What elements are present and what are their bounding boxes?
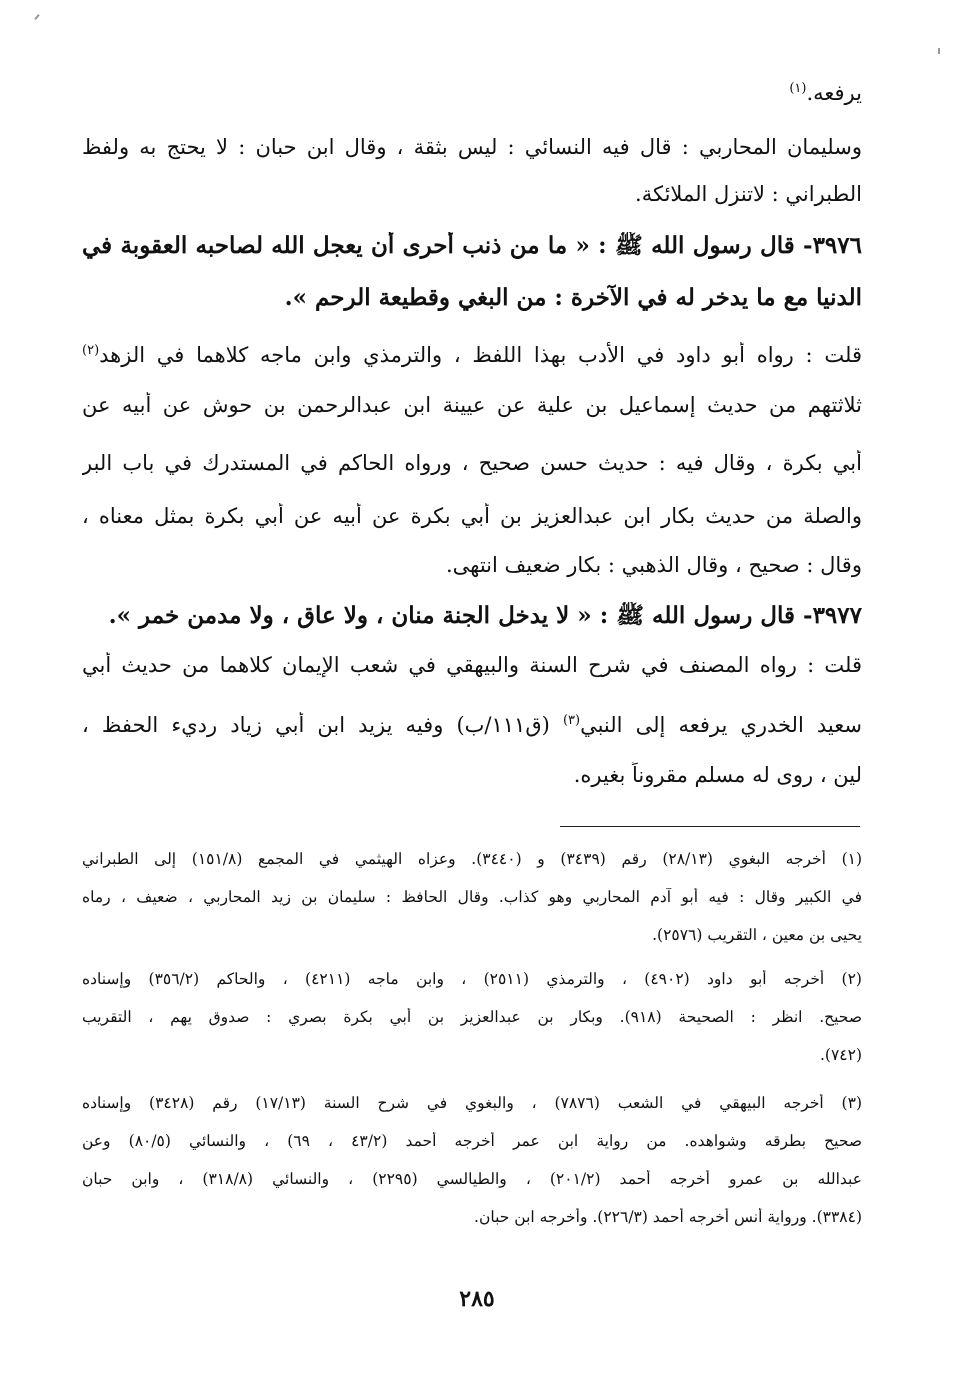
line-text: والصلة من حديث بكار ابن عبدالعزيز بن أبي بكرة عن أبيه عن أبي بكرة بمثل معناه ، [82, 504, 862, 528]
footnote-text: (٢) أخرجه أبو داود (٤٩٠٢) ، والترمذي (٢٥١١) ، وابن ماجه (٤٢١١) ، والحاكم (٣٥٦/٢) وإسناده [82, 970, 862, 988]
footnote-line [82, 1008, 862, 1027]
line-text: الطبراني : لاتنزل الملائكة. [635, 182, 862, 206]
footnote-line [82, 1208, 862, 1227]
footnote-line [82, 970, 862, 989]
text-line [82, 450, 862, 476]
line-text: ٣٩٧٦- قال رسول الله ﷺ : « ما من ذنب أحرى أن يعجل الله لصاحبه العقوبة في [82, 232, 862, 259]
line-text: (ق١١١/ب) وفيه يزيد ابن أبي زياد رديء الحفظ ، [82, 713, 550, 737]
text-line [82, 762, 862, 788]
hadith-heading [82, 232, 862, 261]
line-text: وسليمان المحاربي : قال فيه النسائي : ليس بثقة ، وقال ابن حبان : لا يحتج به ولفظ [82, 135, 862, 159]
line-text: يرفعه. [806, 81, 862, 105]
hadith-heading [82, 284, 862, 313]
scan-mark [34, 14, 39, 20]
line-text: ٣٩٧٧- قال رسول الله ﷺ : « لا يدخل الجنة منان ، ولا عاق ، ولا مدمن خمر ». [108, 602, 862, 629]
text-line [82, 342, 862, 368]
line-text: ثلاثتهم من حديث إسماعيل بن علية عن عيينة ابن عبدالرحمن بن حوش عن أبيه عن [82, 393, 862, 417]
text-line [82, 134, 862, 160]
footnote-line [82, 850, 862, 869]
line-text: لين ، روى له مسلم مقروناً بغيره. [573, 763, 862, 787]
text-line [82, 552, 862, 578]
line-text: قلت : رواه المصنف في شرح السنة والبيهقي في شعب الإيمان كلاهما من حديث أبي [82, 653, 862, 677]
footnote-text: (١) أخرجه البغوي (٢٨/١٣) رقم (٣٤٣٩) و (٣٤٤٠). وعزاه الهيثمي في المجمع (١٥١/٨) إلى الطبراني [82, 850, 862, 868]
footnote-separator [560, 826, 860, 827]
line-text: الدنيا مع ما يدخر له في الآخرة : من البغي وقطيعة الرحم ». [284, 284, 862, 311]
footnote-text: (٣٣٨٤). ورواية أنس أخرجه أحمد (٢٢٦/٣). وأخرجه ابن حبان. [474, 1208, 862, 1226]
footnote-text: (٣) أخرجه البيهقي في الشعب (٧٨٧٦) ، والبغوي في شرح السنة (١٧/١٣) رقم (٣٤٢٨) وإسناده [82, 1094, 862, 1112]
text-line [82, 712, 862, 738]
footnote-ref: (٣) [562, 713, 581, 728]
line-text: وقال : صحيح ، وقال الذهبي : بكار ضعيف انتهى. [445, 553, 862, 577]
line-text: أبي بكرة ، وقال فيه : حديث حسن صحيح ، ورواه الحاكم في المستدرك في باب البر [82, 451, 862, 475]
footnote-line [82, 888, 862, 907]
text-line [82, 181, 862, 207]
footnote-text: (٧٤٢). [819, 1046, 862, 1064]
footnote-ref: (١) [789, 81, 807, 96]
page-number: ٢٨٥ [459, 1286, 495, 1312]
footnote-ref: (٢) [82, 343, 100, 358]
text-line [82, 80, 862, 106]
text-line [82, 392, 862, 418]
line-text: قلت : رواه أبو داود في الأدب بهذا اللفظ ، والترمذي وابن ماجه كلاهما في الزهد [99, 343, 862, 367]
text-line [82, 503, 862, 529]
footnote-text: صحيح. انظر : الصحيحة (٩١٨). وبكار بن عبدالعزيز بن أبي بكرة بصري : صدوق يهم ، التقريب [82, 1008, 862, 1026]
footnote-line [82, 926, 862, 945]
footnote-text: في الكبير وقال : فيه أبو آدم المحاربي وهو كذاب. وقال الحافظ : سليمان بن زيد المحاربي ، ضعيف ، رماه [82, 888, 862, 906]
line-text: سعيد الخدري يرفعه إلى النبي [580, 713, 862, 737]
scan-mark [938, 48, 940, 54]
footnote-line [82, 1094, 862, 1113]
hadith-heading [82, 602, 862, 631]
footnote-line [82, 1170, 862, 1189]
text-line [82, 652, 862, 678]
footnote-line [82, 1132, 862, 1151]
footnote-text: عبدالله بن عمرو أخرجه أحمد (٢٠١/٢) ، والطيالسي (٢٢٩٥) ، والنسائي (٣١٨/٨) ، وابن حبان [82, 1170, 862, 1188]
footnote-line [82, 1046, 862, 1065]
footnote-text: يحيى بن معين ، التقريب (٢٥٧٦). [652, 926, 862, 944]
footnote-text: صحيح بطرقه وشواهده. من رواية ابن عمر أخرجه أحمد (٤٣/٢ ، ٦٩) ، والنسائي (٨٠/٥) وعن [82, 1132, 862, 1150]
